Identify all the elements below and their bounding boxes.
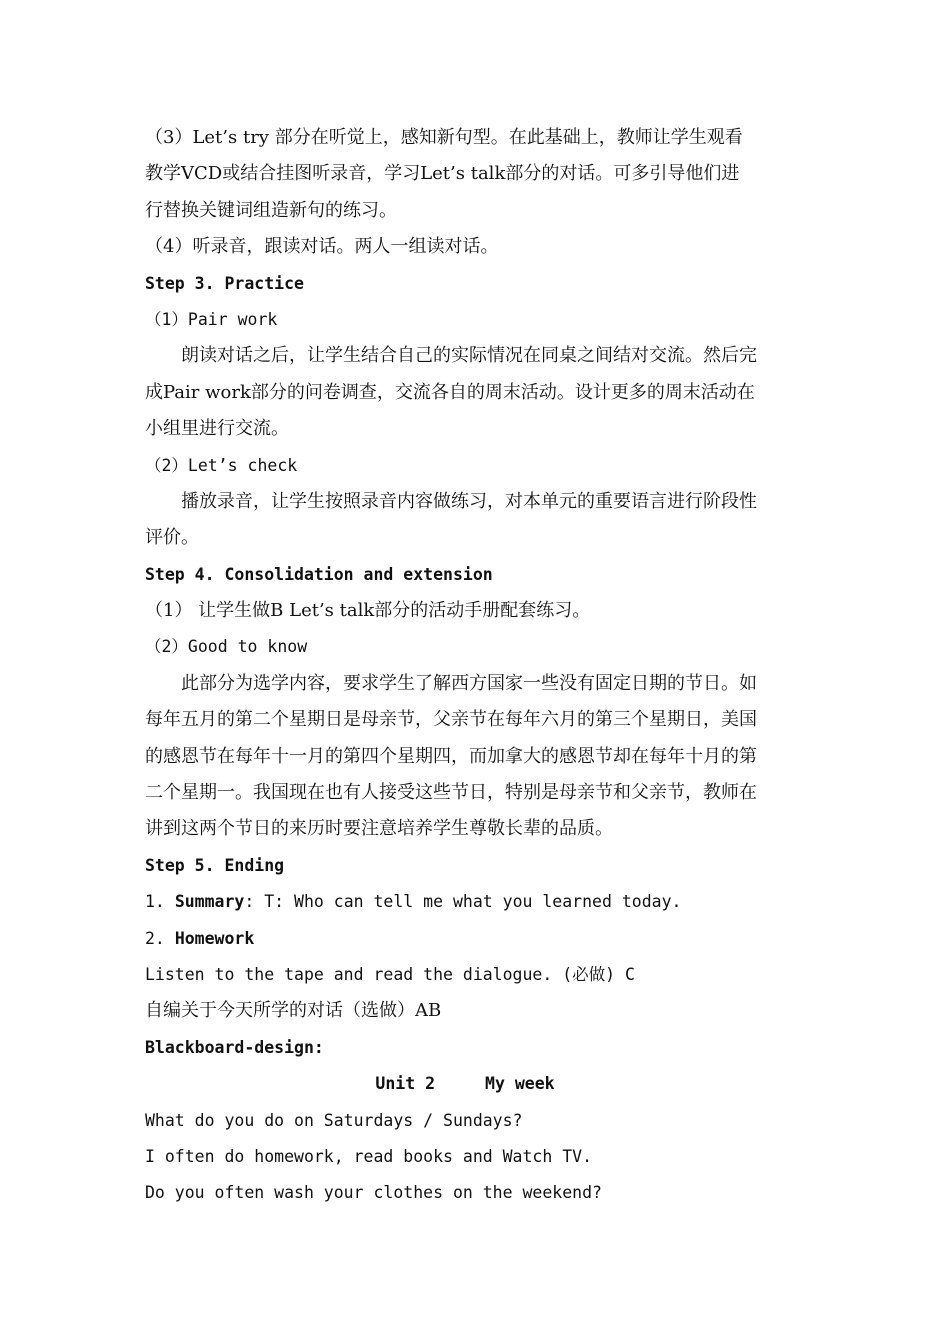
blackboard-line: What do you do on Saturdays / Sundays? (145, 1110, 523, 1130)
subheading-good-to-know: （2）Good to know (145, 637, 308, 657)
homework-label: Homework (174, 928, 255, 948)
paragraph-line: 小组里进行交流。 (145, 418, 289, 440)
summary-number: 1. (145, 892, 175, 912)
summary-line (145, 884, 805, 920)
paragraph-line: 二个星期一。我国现在也有人接受这些节日，特别是母亲节和父亲节，教师在 (145, 782, 757, 804)
homework-number: 2. (145, 928, 175, 948)
homework-item: Listen to the tape and read the dialogue. (必做) C (145, 964, 635, 984)
step-5-heading: Step 5. Ending (145, 855, 285, 875)
paragraph-line: 讲到这两个节日的来历时要注意培养学生尊敬长辈的品质。 (145, 818, 613, 840)
paragraph-line: （4）听录音，跟读对话。两人一组读对话。 (145, 236, 499, 258)
paragraph-line: 此部分为选学内容，要求学生了解西方国家一些没有固定日期的节日。如 (181, 672, 757, 694)
paragraph-line: 每年五月的第二个星期日是母亲节，父亲节在每年六月的第三个星期日，美国 (145, 709, 757, 731)
document-page (145, 120, 805, 1212)
homework-item: 自编关于今天所学的对话（选做）AB (145, 1000, 442, 1022)
paragraph-line: 评价。 (145, 527, 199, 549)
blackboard-heading: Blackboard-design: (145, 1037, 324, 1057)
homework-line (145, 921, 805, 957)
summary-label: Summary (174, 892, 245, 912)
paragraph-line: 成Pair work部分的问卷调查，交流各自的周末活动。设计更多的周末活动在 (145, 381, 755, 403)
paragraph-line: 播放录音，让学生按照录音内容做练习，对本单元的重要语言进行阶段性 (181, 490, 757, 512)
paragraph-line: （1） 让学生做B Let’s talk部分的活动手册配套练习。 (145, 600, 591, 622)
paragraph-line: （3）Let’s try 部分在听觉上，感知新句型。在此基础上，教师让学生观看 (145, 127, 743, 148)
blackboard-topic: My week (485, 1074, 555, 1094)
paragraph-line: 朗读对话之后，让学生结合自己的实际情况在同桌之间结对交流。然后完 (181, 345, 757, 367)
step-3-heading: Step 3. Practice (145, 273, 304, 293)
paragraph-line: 行替换关键词组造新句的练习。 (145, 199, 397, 221)
blackboard-title (145, 1066, 805, 1102)
subheading-pair-work: （1）Pair work (145, 309, 278, 329)
paragraph-line: 教学VCD或结合挂图听录音，学习Let’s talk部分的对话。可多引导他们进 (145, 163, 740, 185)
subheading-lets-check: （2）Let’s check (145, 455, 298, 475)
blackboard-line: Do you often wash your clothes on the weekend? (145, 1183, 602, 1203)
summary-text: : T: Who can tell me what you learned today. (244, 892, 682, 912)
step-4-heading: Step 4. Consolidation and extension (145, 564, 493, 584)
paragraph-line: 的感恩节在每年十一月的第四个星期四，而加拿大的感恩节却在每年十月的第 (145, 745, 757, 767)
blackboard-line: I often do homework, read books and Watch TV. (145, 1146, 593, 1166)
blackboard-unit: Unit 2 (375, 1074, 436, 1094)
